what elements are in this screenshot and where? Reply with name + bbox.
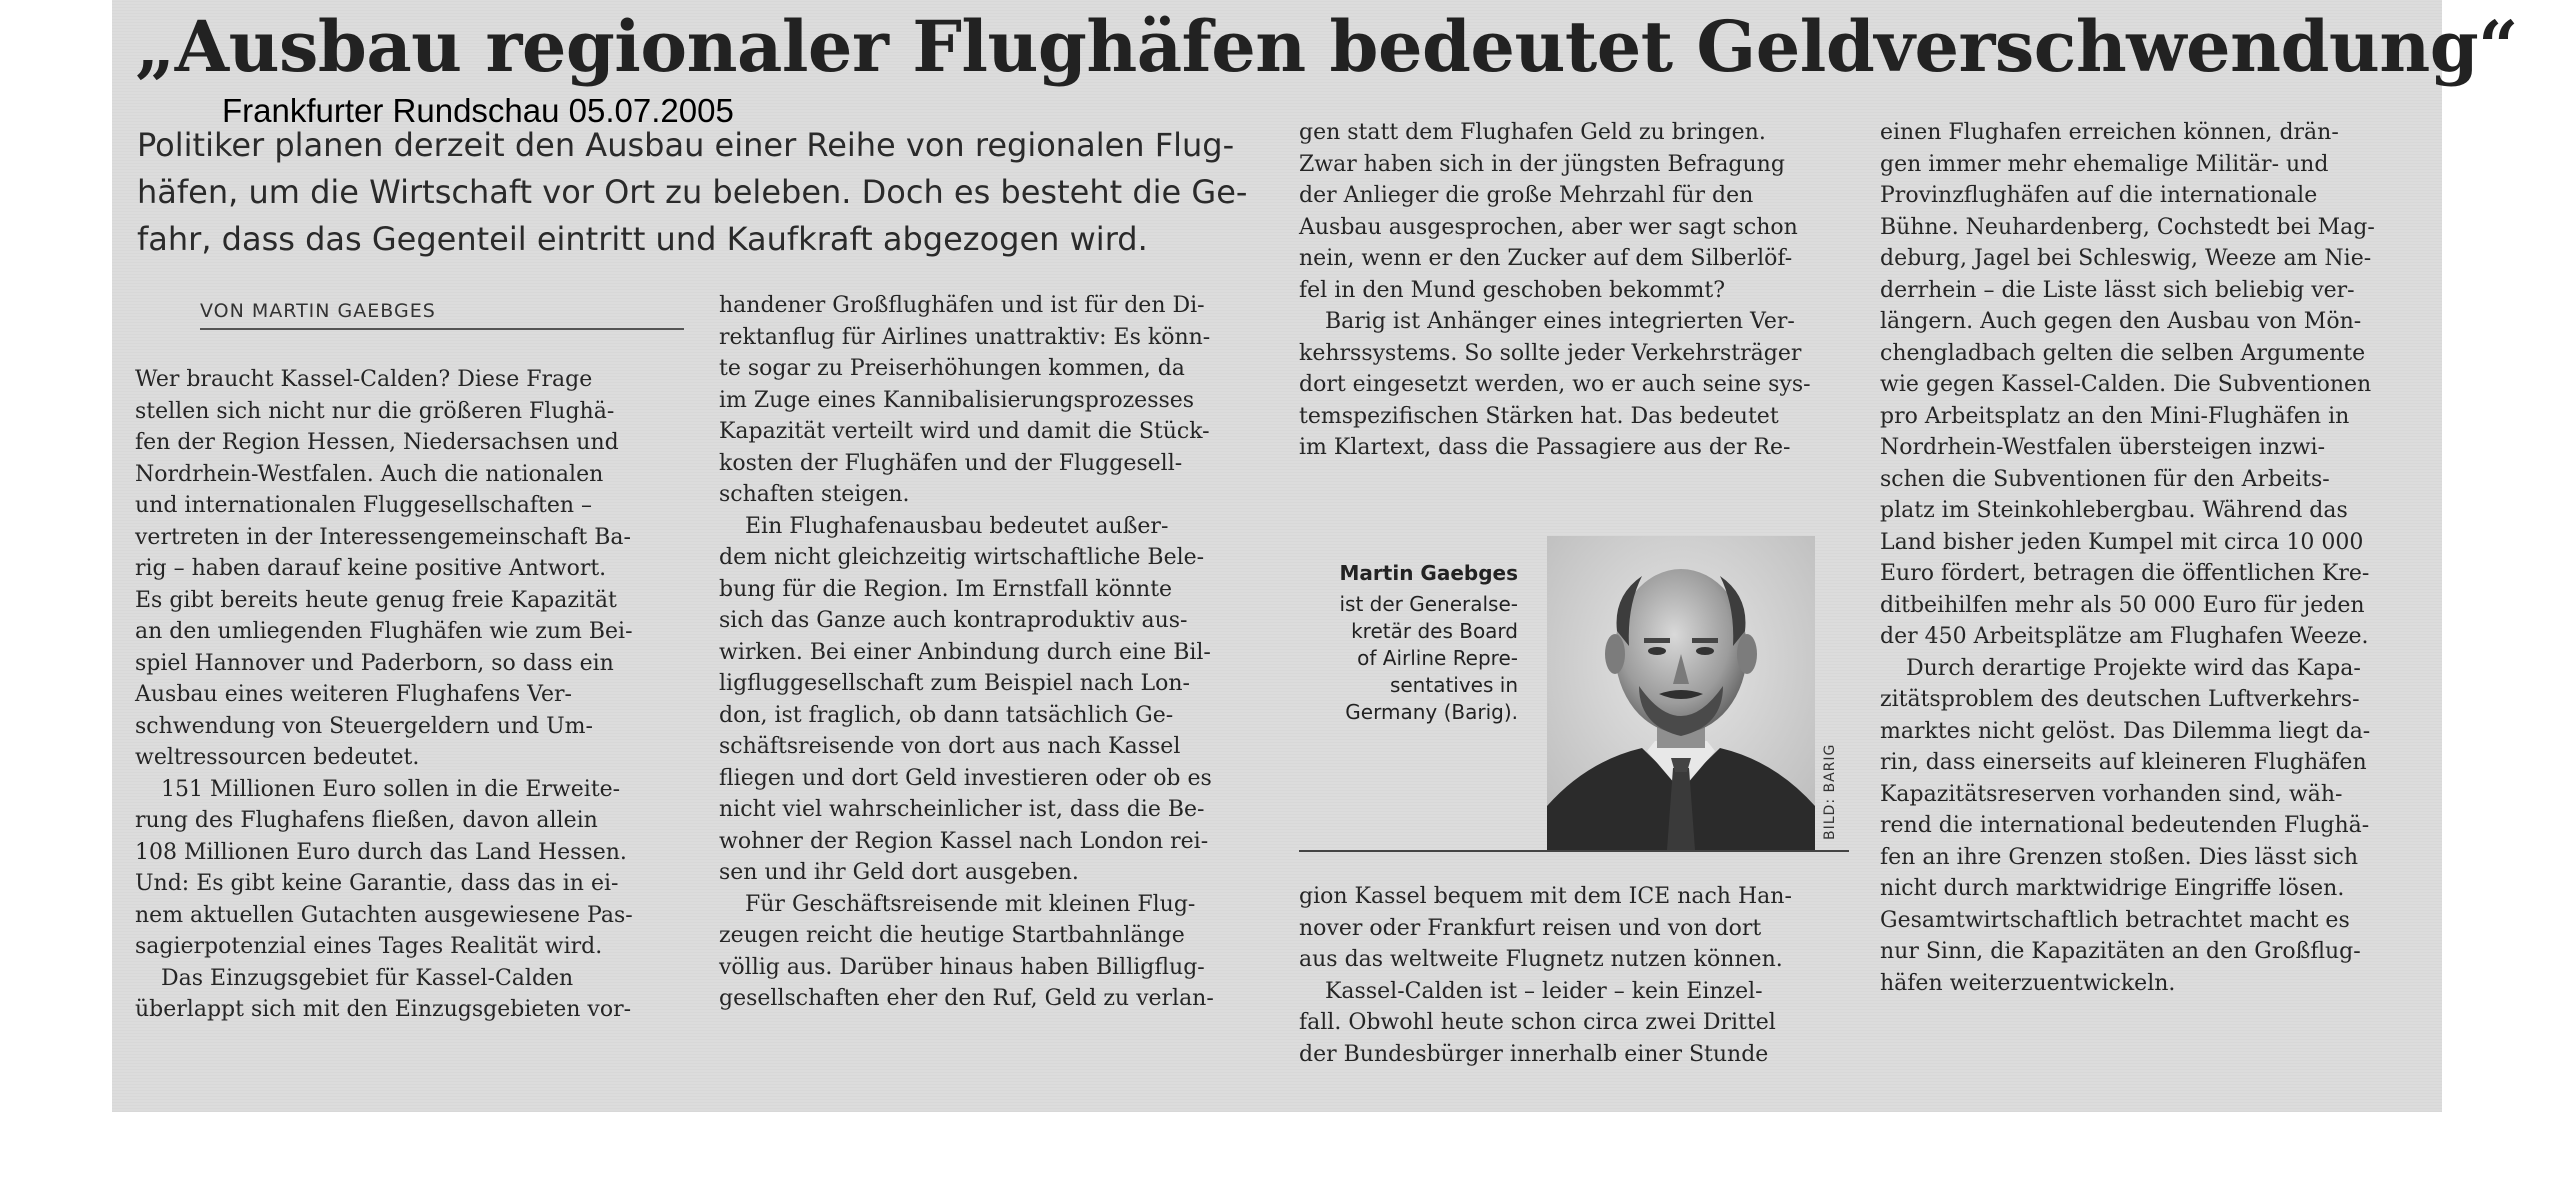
article-line: Kapazität verteilt wird und damit die Stück- — [719, 419, 1210, 444]
photo-caption-line: Germany (Barig). — [1345, 700, 1518, 724]
article-line: gen immer mehr ehemalige Militär- und — [1880, 151, 2329, 177]
photo-caption — [1300, 560, 1518, 726]
portrait-photo — [1547, 536, 1815, 850]
article-line: 151 Millionen Euro sollen in die Erweite- — [161, 776, 621, 802]
article-line: fliegen und dort Geld investieren oder ob es — [719, 765, 1212, 791]
deck — [137, 122, 1267, 263]
article-column-3-bottom — [1299, 881, 1849, 1070]
article-line: 108 Millionen Euro durch das Land Hessen. — [135, 839, 627, 865]
article-line: dort eingesetzt werden, wo er auch seine sys- — [1299, 372, 1811, 397]
article-line: aus das weltweite Flugnetz nutzen können. — [1299, 947, 1783, 972]
article-column-1 — [135, 364, 687, 1026]
article-line: dem nicht gleichzeitig wirtschaftliche Bele- — [719, 545, 1205, 570]
article-line: gesellschaften eher den Ruf, Geld zu verlan- — [719, 986, 1214, 1011]
photo-credit: BILD: BARIG — [1822, 743, 1838, 840]
article-line: Und: Es gibt keine Garantie, dass das in ei- — [135, 871, 619, 896]
source-label: Frankfurter Rundschau 05.07.2005 — [222, 92, 734, 129]
article-line: Das Einzugsgebiet für Kassel-Calden — [161, 965, 574, 991]
article-line: Barig ist Anhänger eines integrierten Ver- — [1325, 309, 1795, 334]
article-line: nicht viel wahrscheinlicher ist, dass die Be- — [719, 797, 1205, 822]
photo-caption-line: of Airline Repre- — [1357, 646, 1518, 670]
article-line: rung des Flughafens fließen, davon allein — [135, 808, 598, 833]
article-line: chengladbach gelten die selben Argumente — [1880, 340, 2366, 366]
headline: „Ausbau regionaler Flughäfen bedeutet Geldverschwendung“ — [135, 5, 2518, 88]
article-line: zitätsproblem des deutschen Luftverkehrs- — [1880, 687, 2360, 712]
article-line: Gesamtwirtschaftlich betrachtet macht es — [1880, 907, 2350, 933]
article-line: rektanflug für Airlines unattraktiv: Es könn- — [719, 324, 1211, 350]
article-column-3-top — [1299, 117, 1849, 464]
article-line: don, ist fraglich, ob dann tatsächlich Ge- — [719, 702, 1174, 728]
article-line: Nordrhein-Westfalen. Auch die nationalen — [135, 461, 604, 487]
article-line: fen der Region Hessen, Niedersachsen und — [135, 430, 619, 455]
article-line: Ausbau eines weiteren Flughafens Ver- — [135, 682, 572, 707]
article-line: sich das Ganze auch kontraproduktiv aus- — [719, 608, 1188, 633]
article-line: Für Geschäftsreisende mit kleinen Flug- — [745, 891, 1196, 917]
byline: VON MARTIN GAEBGES — [200, 300, 684, 330]
article-line: kehrssystems. So sollte jeder Verkehrsträger — [1299, 340, 1802, 366]
article-line: fall. Obwohl heute schon circa zwei Drittel — [1299, 1010, 1776, 1035]
article-line: schaften steigen. — [719, 482, 910, 507]
article-line: kosten der Flughäfen und der Fluggesell- — [719, 450, 1183, 476]
article-line: fel in den Mund geschoben bekommt? — [1299, 277, 1726, 303]
article-line: einen Flughafen erreichen können, drän- — [1880, 120, 2339, 145]
article-line: ditbeihilfen mehr als 50 000 Euro für jeden — [1880, 592, 2365, 618]
article-line: Wer braucht Kassel-Calden? Diese Frage — [135, 367, 593, 392]
article-line: sagierpotenzial eines Tages Realität wird. — [135, 934, 603, 959]
article-column-2 — [719, 290, 1264, 1015]
article-line: im Klartext, dass die Passagiere aus der Re- — [1299, 435, 1791, 460]
article-line: platz im Steinkohlebergbau. Während das — [1880, 498, 2348, 523]
article-line: rin, dass einerseits auf kleineren Flughäfen — [1880, 750, 2367, 775]
article-line: wirken. Bei einer Anbindung durch eine Bil- — [719, 639, 1211, 665]
article-line: wohner der Region Kassel nach London rei- — [719, 828, 1209, 854]
article-line: rig – haben darauf keine positive Antwort. — [135, 556, 607, 581]
article-line: derrhein – die Liste lässt sich beliebig ver- — [1880, 277, 2355, 303]
article-line: pro Arbeitsplatz an den Mini-Flughäfen in — [1880, 403, 2350, 429]
portrait-photo-graphic — [1547, 536, 1815, 850]
article-line: vertreten in der Interessengemeinschaft Ba- — [135, 524, 631, 550]
article-line: überlappt sich mit den Einzugsgebieten vor- — [135, 997, 632, 1022]
photo-rule — [1299, 850, 1849, 852]
article-line: im Zuge eines Kannibalisierungsprozesses — [719, 387, 1195, 413]
article-line: Land bisher jeden Kumpel mit circa 10 000 — [1880, 529, 2364, 555]
article-line: Euro fördert, betragen die öffentlichen Kre- — [1880, 561, 2370, 586]
article-line: häfen weiterzuentwickeln. — [1880, 970, 2176, 996]
article-line: nicht durch marktwidrige Eingriffe lösen. — [1880, 876, 2345, 901]
article-line: wie gegen Kassel-Calden. Die Subventionen — [1880, 372, 2372, 397]
article-line: der Bundesbürger innerhalb einer Stunde — [1299, 1041, 1769, 1067]
article-line: schwendung von Steuergeldern und Um- — [135, 713, 593, 739]
article-line: Kassel-Calden ist – leider – kein Einzel- — [1325, 978, 1763, 1004]
article-line: ligfluggesellschaft zum Beispiel nach Lon- — [719, 671, 1190, 696]
article-line: spiel Hannover und Paderborn, so dass ein — [135, 650, 614, 676]
article-line: nem aktuellen Gutachten ausgewiesene Pas- — [135, 902, 633, 928]
article-line: und internationalen Fluggesellschaften – — [135, 493, 593, 518]
article-line: der 450 Arbeitsplätze am Flughafen Weeze. — [1880, 624, 2369, 649]
photo-caption-line: sentatives in — [1389, 673, 1518, 697]
article-line: an den umliegenden Flughäfen wie zum Bei- — [135, 619, 633, 644]
deck-line: fahr, dass das Gegenteil eintritt und Kaufkraft abgezogen wird. — [137, 220, 1148, 258]
article-line: der Anlieger die große Mehrzahl für den — [1299, 183, 1754, 208]
article-line: fen an ihre Grenzen stoßen. Dies lässt sich — [1880, 844, 2358, 870]
article-line: handener Großflughäfen und ist für den Di- — [719, 293, 1205, 318]
article-line: nover oder Frankfurt reisen und von dort — [1299, 915, 1762, 941]
deck-line: häfen, um die Wirtschaft vor Ort zu beleben. Doch es besteht die Ge- — [137, 173, 1248, 211]
article-line: völlig aus. Darüber hinaus haben Billigflug- — [719, 954, 1205, 980]
article-line: sen und ihr Geld dort ausgeben. — [719, 860, 1079, 885]
photo-caption-line: kretär des Board — [1351, 619, 1518, 643]
article-line: Bühne. Neuhardenberg, Cochstedt bei Mag- — [1880, 214, 2375, 240]
article-line: Es gibt bereits heute genug freie Kapazität — [135, 587, 617, 613]
article-line: deburg, Jagel bei Schleswig, Weeze am Nie- — [1880, 246, 2372, 271]
article-line: bung für die Region. Im Ernstfall könnte — [719, 576, 1173, 602]
article-line: marktes nicht gelöst. Das Dilemma liegt da- — [1880, 718, 2371, 744]
article-line: zeugen reicht die heutige Startbahnlänge — [719, 923, 1185, 948]
photo-caption-line: ist der Generalse- — [1339, 592, 1518, 616]
article-line: weltressourcen bedeutet. — [135, 745, 420, 770]
article-line: gion Kassel bequem mit dem ICE nach Han- — [1299, 884, 1792, 909]
article-line: te sogar zu Preiserhöhungen kommen, da — [719, 356, 1185, 381]
article-column-4 — [1880, 117, 2430, 999]
article-line: schen die Subventionen für den Arbeits- — [1880, 466, 2330, 492]
article-line: rend die international bedeutenden Flughä- — [1880, 813, 2370, 838]
article-line: temspezifischen Stärken hat. Das bedeutet — [1299, 403, 1779, 429]
article-line: Ein Flughafenausbau bedeutet außer- — [745, 513, 1169, 539]
article-line: nein, wenn er den Zucker auf dem Silberlöf- — [1299, 246, 1793, 271]
article-line: nur Sinn, die Kapazitäten an den Großflug- — [1880, 939, 2361, 964]
article-line: Zwar haben sich in der jüngsten Befragung — [1299, 151, 1785, 177]
article-line: Ausbau ausgesprochen, aber wer sagt schon — [1299, 214, 1798, 240]
article-line: längern. Auch gegen den Ausbau von Mön- — [1880, 309, 2362, 334]
article-line: Kapazitätsreserven vorhanden sind, wäh- — [1880, 781, 2343, 807]
article-line: Provinzflughäfen auf die internationale — [1880, 183, 2318, 208]
article-line: schäftsreisende von dort aus nach Kassel — [719, 734, 1181, 759]
photo-caption-name: Martin Gaebges — [1339, 561, 1518, 585]
article-line: stellen sich nicht nur die größeren Flughä- — [135, 398, 615, 424]
article-line: gen statt dem Flughafen Geld zu bringen. — [1299, 120, 1766, 145]
article-line: Nordrhein-Westfalen übersteigen inzwi- — [1880, 435, 2326, 460]
article-line: Durch derartige Projekte wird das Kapa- — [1906, 655, 2361, 681]
deck-line: Politiker planen derzeit den Ausbau einer Reihe von regionalen Flug- — [137, 126, 1235, 164]
